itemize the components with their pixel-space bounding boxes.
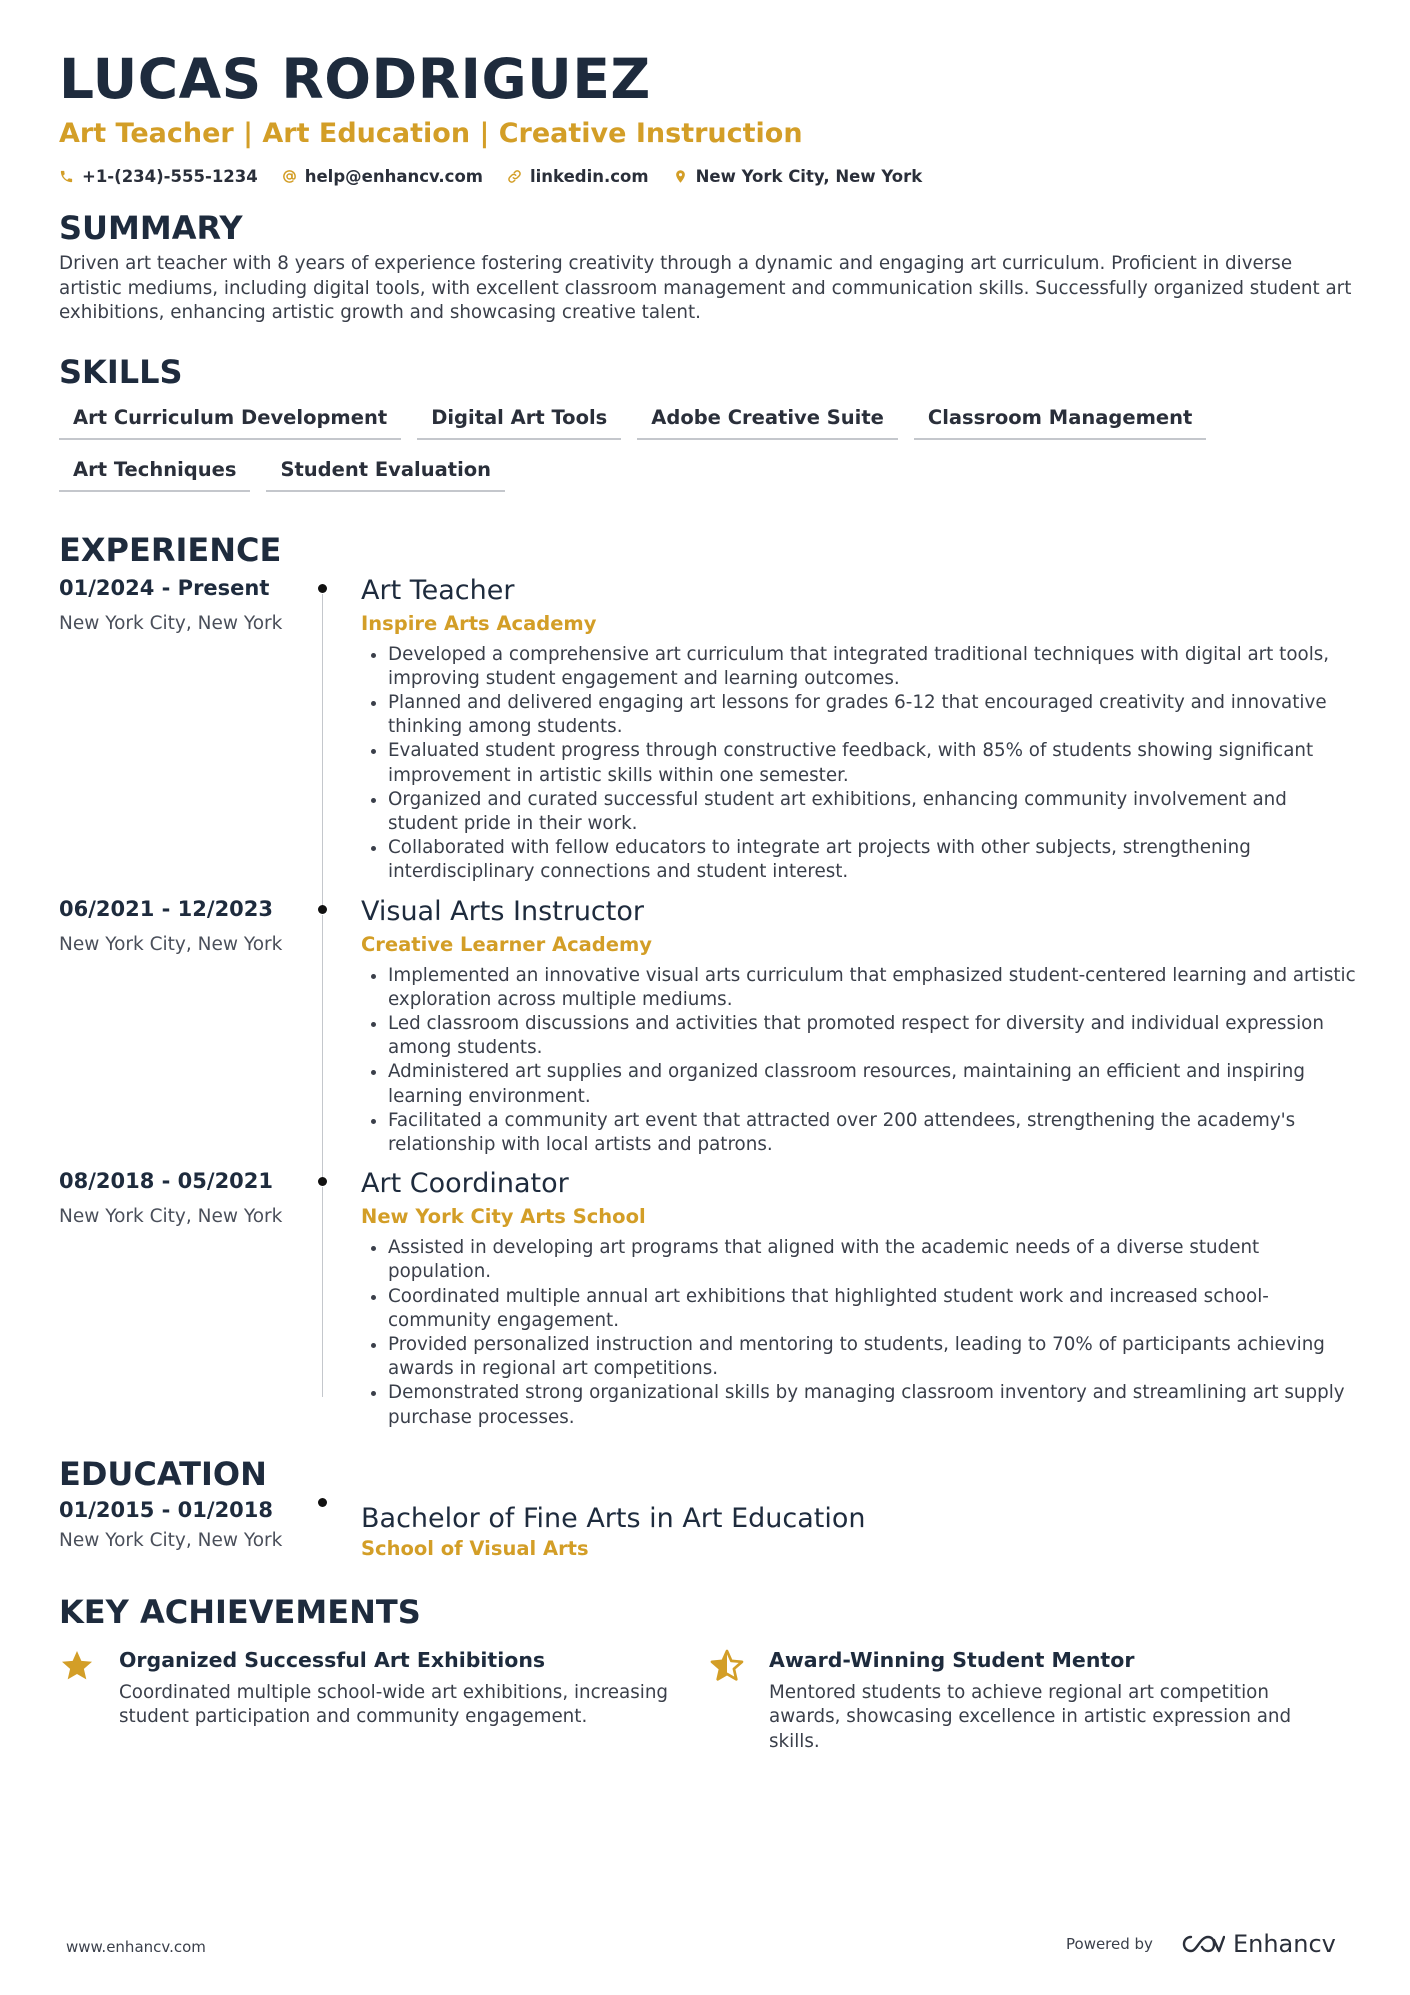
achievements-list: [59, 1646, 1359, 1755]
summary-heading: SUMMARY: [59, 209, 243, 247]
contact-location: [673, 167, 923, 186]
entry-role: Visual Arts Instructor: [361, 895, 644, 927]
skills-heading: SKILLS: [59, 352, 183, 391]
achievement-item: [59, 1646, 709, 1755]
experience-heading: EXPERIENCE: [59, 530, 282, 569]
skill-tag: Art Curriculum Development: [59, 400, 401, 440]
entry-school: School of Visual Arts: [361, 1536, 589, 1560]
timeline-dot: [318, 1498, 327, 1507]
star-half-icon: [709, 1648, 745, 1684]
experience-entry: [59, 1167, 1359, 1430]
timeline: [305, 1167, 361, 1430]
at-sign-icon: [282, 169, 297, 184]
footer-website[interactable]: www.enhancv.com: [66, 1938, 206, 1956]
entry-location: New York City, New York: [59, 933, 283, 955]
contact-email[interactable]: [282, 167, 483, 186]
achievement-description: Coordinated multiple school-wide art exhibitions, increasing student participation and community engagement.: [119, 1681, 669, 1728]
entry-bullets: [361, 1236, 1359, 1430]
experience-entry: [59, 895, 1359, 1158]
entry-company: Creative Learner Academy: [361, 932, 653, 956]
entry-date: 01/2024 - Present: [59, 575, 270, 600]
achievement-description: Mentored students to achieve regional art competition awards, showcasing excellence in artistic expression and skills.: [769, 1681, 1292, 1752]
entry-location: New York City, New York: [59, 1206, 283, 1228]
skill-tag: Art Techniques: [59, 452, 250, 492]
experience-entry: [59, 574, 1359, 885]
skill-tag: Digital Art Tools: [417, 400, 621, 440]
entry-date: 06/2021 - 12/2023: [59, 896, 274, 921]
bullet-item: • Coordinated multiple annual art exhibitions that highlighted student work and increased school-community engagement.: [388, 1285, 1359, 1333]
powered-by-text: Powered by: [1066, 1935, 1153, 1953]
linkedin-text: linkedin.com: [530, 167, 649, 186]
enhancv-logo[interactable]: [1179, 1930, 1336, 1958]
timeline-line: [322, 1187, 323, 1397]
bullet-item: • Led classroom discussions and activities that promoted respect for diversity and individual expression among students.: [388, 1012, 1359, 1060]
map-pin-icon: [673, 169, 688, 184]
achievement-name: Organized Successful Art Exhibitions: [119, 1647, 546, 1672]
contact-phone[interactable]: [59, 167, 258, 186]
timeline: [305, 574, 361, 885]
timeline-line: [322, 594, 323, 910]
skill-tag: Adobe Creative Suite: [637, 400, 898, 440]
contact-bar: [59, 167, 1359, 186]
entry-date: 08/2018 - 05/2021: [59, 1169, 274, 1194]
achievements-heading: KEY ACHIEVEMENTS: [59, 1592, 421, 1631]
phone-text: +1-(234)-555-1234: [82, 167, 258, 186]
skill-tag: Classroom Management: [914, 400, 1206, 440]
candidate-name: LUCAS RODRIGUEZ: [59, 47, 651, 111]
phone-icon: [59, 169, 74, 184]
timeline-dot: [318, 584, 327, 593]
star-filled-icon: [59, 1648, 95, 1684]
timeline-line: [322, 915, 323, 1181]
summary-text: Driven art teacher with 8 years of experience fostering creativity through a dynamic and engaging art curriculum. Proficient in diverse artistic mediums, including digital tools, with excellent classroom management and communication skills. Successfully organized student art exhibitions, enhancing artistic growth and showcasing creative talent.: [59, 253, 1352, 323]
bullet-item: • Administered art supplies and organized classroom resources, maintaining an efficient and inspiring learning environment.: [388, 1060, 1359, 1108]
entry-company: Inspire Arts Academy: [361, 611, 597, 635]
bullet-item: • Demonstrated strong organizational skills by managing classroom inventory and streamlining art supply purchase processes.: [388, 1381, 1359, 1429]
bullet-item: • Planned and delivered engaging art lessons for grades 6-12 that encouraged creativity and innovative thinking among students.: [388, 691, 1359, 739]
bullet-item: • Evaluated student progress through constructive feedback, with 85% of students showing significant improvement in artistic skills within one semester.: [388, 739, 1359, 787]
achievement-item: [709, 1646, 1359, 1755]
entry-company: New York City Arts School: [361, 1205, 646, 1229]
email-text: help@enhancv.com: [304, 167, 483, 186]
bullet-item: • Organized and curated successful student art exhibitions, enhancing community involvement and student pride in their work.: [388, 788, 1359, 836]
entry-bullets: [361, 964, 1359, 1158]
skill-tag: Student Evaluation: [266, 452, 505, 492]
education-heading: EDUCATION: [59, 1454, 267, 1493]
entry-bullets: [361, 643, 1359, 885]
achievement-name: Award-Winning Student Mentor: [769, 1647, 1135, 1672]
entry-location: New York City, New York: [59, 612, 283, 634]
location-text: New York City, New York: [695, 167, 923, 186]
bullet-item: • Assisted in developing art programs that aligned with the academic needs of a diverse student population.: [388, 1236, 1359, 1284]
skills-list: [59, 400, 1359, 492]
bullet-item: • Collaborated with fellow educators to integrate art projects with other subjects, strengthening interdisciplinary connections and student interest.: [388, 836, 1359, 884]
timeline-dot: [318, 905, 327, 914]
entry-role: Art Teacher: [361, 574, 515, 606]
candidate-tagline: Art Teacher | Art Education | Creative Instruction: [59, 118, 803, 149]
timeline: [305, 895, 361, 1158]
bullet-item: • Facilitated a community art event that attracted over 200 attendees, strengthening the academy's relationship with local artists and patrons.: [388, 1109, 1359, 1157]
link-icon: [507, 169, 522, 184]
entry-degree: Bachelor of Fine Arts in Art Education: [361, 1502, 866, 1534]
footer-branding: [1066, 1930, 1336, 1958]
timeline-dot: [318, 1177, 327, 1186]
bullet-item: • Provided personalized instruction and mentoring to students, leading to 70% of participants achieving awards in regional art competitions.: [388, 1333, 1359, 1381]
entry-date: 01/2015 - 01/2018: [59, 1497, 274, 1522]
bullet-item: • Implemented an innovative visual arts curriculum that emphasized student-centered learning and artistic exploration across multiple mediums.: [388, 964, 1359, 1012]
education-entry: [59, 1496, 1359, 1562]
timeline: [305, 1496, 361, 1562]
entry-location: New York City, New York: [59, 1529, 283, 1551]
contact-linkedin[interactable]: [507, 167, 649, 186]
infinity-logo-icon: [1179, 1932, 1225, 1956]
brand-name: Enhancv: [1232, 1930, 1336, 1958]
entry-role: Art Coordinator: [361, 1168, 569, 1200]
bullet-item: • Developed a comprehensive art curriculum that integrated traditional techniques with digital art tools, improving student engagement and learning outcomes.: [388, 643, 1359, 691]
resume-page: [59, 44, 1359, 1754]
